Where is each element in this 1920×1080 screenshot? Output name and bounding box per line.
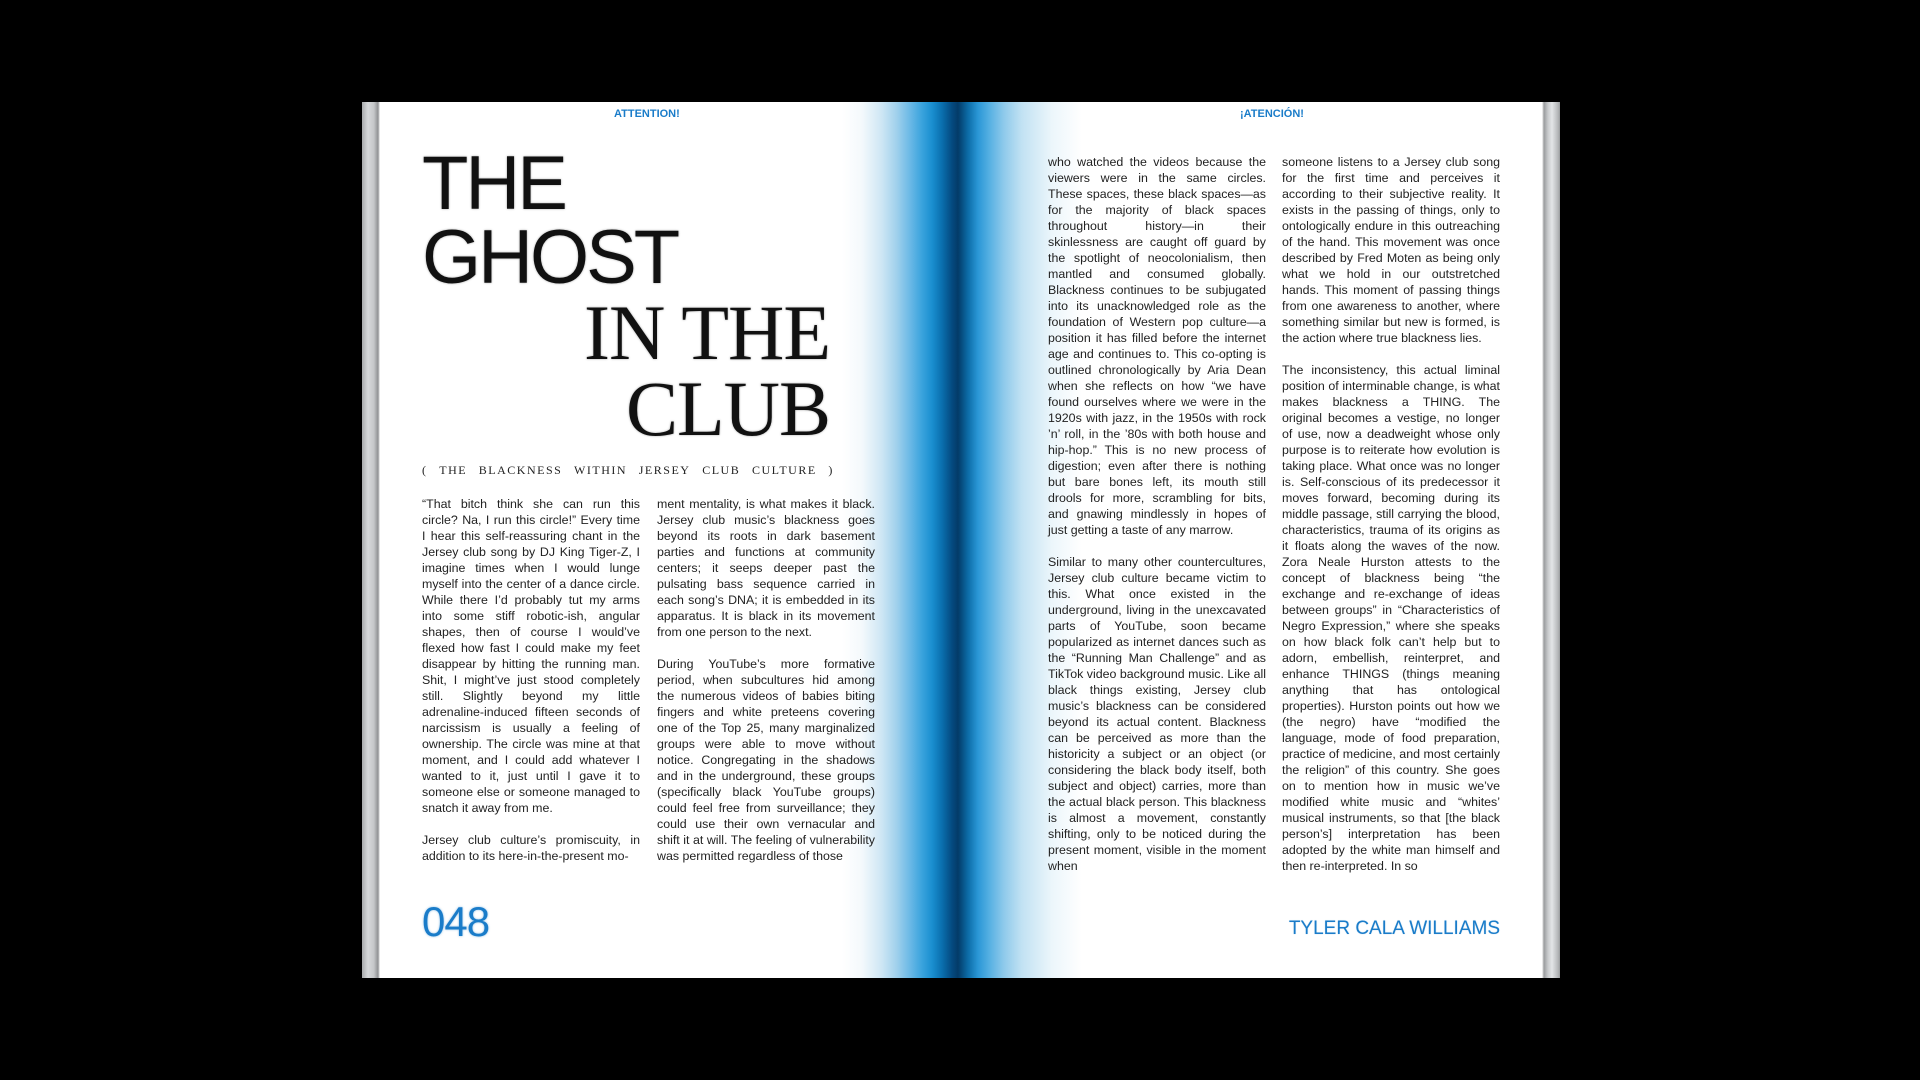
subtitle: [422, 463, 834, 478]
paragraph: The inconsistency, this actual liminal position of interminable change, is what makes blackness a THING. The original becomes a vestige, no longer of use, now a deadweight whose only purpose is to reiterate how evolution is taking place. What once was no longer is. Self-conscious of its predecessor it moves forward, becoming during its middle passage, still carrying the blood, characteristics, trauma of its origins as it floats along the waves of the now. Zora Neale Hurston attests to the concept of blackness being “the exchange and re-exchange of ideas between groups” in “Characteristics of Negro Expression,” where she speaks on how black folk can’t help but to adorn, embellish, reinterpret, and enhance THINGS (things meaning anything that has ontological properties). Hurston points out how we (the negro) have “modified the language, mode of food preparation, practice of medicine, and most certainly the religion” of this country. She goes on to mention how in music we’ve modified white music and “whites’ musical instruments, so that [the black person’s] interpretation has been adopted by the white man himself and then re-interpreted. In so: [1282, 363, 1500, 873]
paragraph: ment mentality, is what makes it black. Jersey club music’s blackness goes beyond its roots in dark basement parties and functions at community centers; it seeps deeper past the pulsating bass sequence carried in each song’s DNA; it is embedded in its apparatus. It is black in its movement from one person to the next.: [657, 497, 875, 639]
subtitle-word: WITHIN: [574, 463, 628, 477]
body-column-1: [422, 496, 640, 880]
paragraph: During YouTube’s more formative period, when subcultures hid among the numerous videos of babies biting fingers and white preteens covering one of the Top 25, many marginalized groups were able to move without notice. Congregating in the shadows and in the underground, these groups (specifically black YouTube groups) could feel free from surveillance; they could use their own vernacular and shift it at will. The feeling of vulnerability was permitted regardless of those: [657, 657, 875, 863]
title-line-1: THE: [422, 141, 565, 226]
subtitle-word: THE: [439, 463, 468, 477]
body-column-3: [1048, 154, 1266, 890]
subtitle-word: CULTURE: [751, 463, 817, 477]
subtitle-word: CLUB: [702, 463, 741, 477]
running-header-right: ¡ATENCIÓN!: [1240, 108, 1304, 120]
body-column-4: [1282, 154, 1500, 890]
title-line-4: CLUB: [625, 365, 830, 452]
running-header-left: ATTENTION!: [614, 108, 680, 120]
page-number: 048: [422, 898, 490, 945]
title-line-2: GHOST: [422, 215, 678, 300]
paragraph: Similar to many other countercultures, Jersey club culture became victim to this. What once existed in the underground, living in the unexcavated parts of YouTube, soon became popularized as internet dances such as the “Running Man Challenge” and as TikTok video background music. Like all black things existing, Jersey club music’s blackness can be considered beyond its actual content. Blackness can be perceived as more than the historicity a subject or an object (or considering the black body itself, both subject and object) carries, more than the actual black person. This blackness is almost a movement, constantly shifting, only to be noticed during the present moment, visible in the moment when: [1048, 555, 1266, 873]
subtitle-word: BLACKNESS: [478, 463, 563, 477]
subtitle-word: (: [422, 463, 428, 477]
title-line-3: IN THE: [583, 289, 830, 376]
subtitle-word: ): [828, 463, 834, 477]
author-name: TYLER CALA WILLIAMS: [1288, 918, 1500, 939]
paragraph: who watched the videos because the viewers were in the same circles. These spaces, these black spaces—as for the majority of black spaces throughout history—in their skinlessness are caught off guard by the spotlight of neocolonialism, then mantled and consumed globally. Blackness continues to be subjugated into its unacknowledged role as the foundation of Western pop culture—a position it has filled before the internet age and continues to. This co-opting is outlined chronologically by Aria Dean when she reflects on how “we have found ourselves where we were in the 1920s with jazz, in the 1950s with rock ’n’ roll, in the ’80s with both house and hip-hop.” This is no new process of digestion; even after there is nothing but bare bones left, its mouth still drools for more, scrambling for bits, and gnawing mindlessly in hopes of just getting a taste of any marrow.: [1048, 155, 1266, 537]
body-column-2: [657, 496, 875, 880]
magazine-spread: [362, 102, 1560, 978]
paragraph: Jersey club culture’s promiscuity, in addition to its here-in-the-present mo-: [422, 833, 640, 863]
subtitle-word: JERSEY: [638, 463, 691, 477]
paragraph: “That bitch think she can run this circle? Na, I run this circle!” Every time I hear this self-reassuring chant in the Jersey club song by DJ King Tiger-Z, I imagine times when I would lunge myself into the center of a dance circle. While there I’d probably tut my arms into some stiff robotic-ish, angular shapes, then of course I would’ve flexed how fast I could make my feet disappear by hitting the running man. Shit, I might’ve just stood completely still. Slightly beyond my little adrenaline-induced fifteen seconds of narcissism is usually a feeling of ownership. The circle was mine at that moment, and I could add whatever I wanted to it, just until I gave it to someone else or someone managed to snatch it away from me.: [422, 497, 640, 815]
paragraph: someone listens to a Jersey club song for the first time and perceives it according to their subjective reality. It exists in the passing of things, only to ontologically endure in this outreaching of the hand. This movement was once described by Fred Moten as being only what we hold in our outstretched hands. This moment of passing things from one awareness to another, where something similar but new is formed, is the action where true blackness lies.: [1282, 155, 1500, 345]
